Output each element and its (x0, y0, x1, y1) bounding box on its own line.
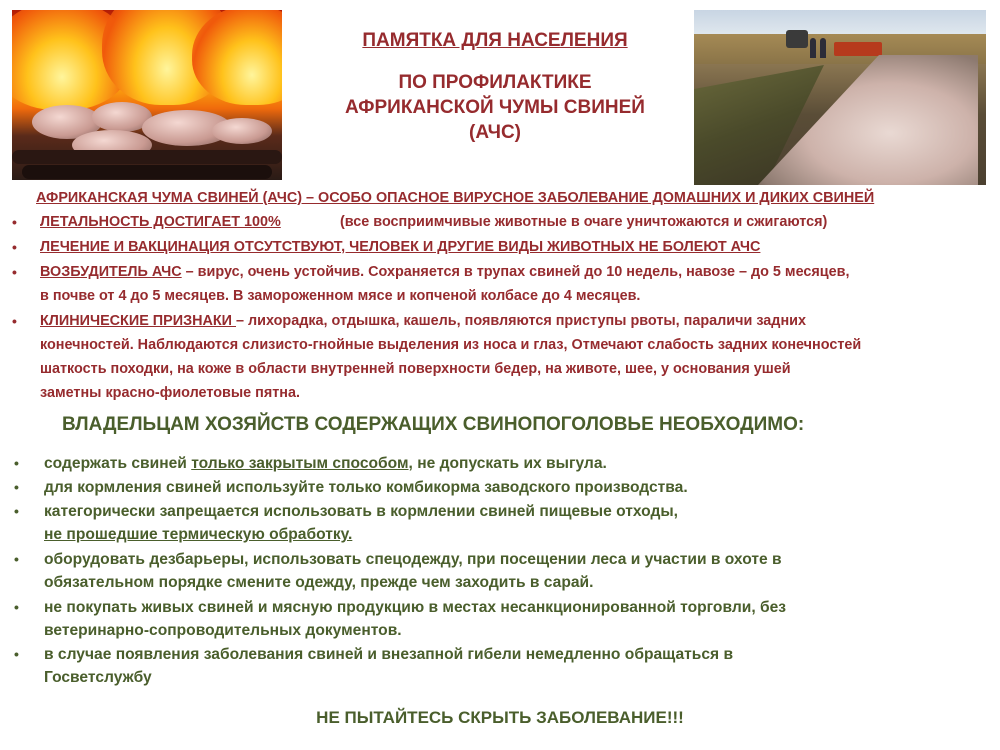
signs-item (40, 309, 806, 334)
instruction-2: для кормления свиней используйте только комбикорма заводского производства. (44, 479, 688, 496)
instruction-1-text: содержать свиней (44, 455, 192, 472)
bullet: • (14, 455, 19, 471)
instruction-6: в случае появления заболевания свиней и внезапной гибели немедленно обращаться в (44, 646, 734, 663)
memo-subtitle-2: АФРИКАНСКОЙ ЧУМЫ СВИНЕЙ (345, 97, 645, 118)
memo-subtitle-3: (АЧС) (469, 122, 521, 143)
signs-text-3: шаткость походки, на коже в области внутренней поверхности бедер, на животе, шее, у основания ушей (40, 361, 791, 377)
instruction-6-cont: Госветслужбу (44, 669, 152, 686)
bullet: • (14, 599, 19, 615)
pathogen-text-2: в почве от 4 до 5 месяцев. В замороженном мясе и копченой колбасе до 4 месяцев. (40, 288, 641, 304)
owners-title: ВЛАДЕЛЬЦАМ ХОЗЯЙСТВ СОДЕРЖАЩИХ СВИНОПОГОЛОВЬЕ НЕОБХОДИМО: (62, 414, 805, 435)
bullet: • (12, 313, 17, 329)
burning-carcasses-photo (12, 10, 282, 180)
instruction-3: категорически запрещается использовать в кормлении свиней пищевые отходы, (44, 503, 679, 520)
instruction-4: оборудовать дезбарьеры, использовать спецодежду, при посещении леса и участии в охоте в (44, 551, 782, 568)
bullet: • (12, 264, 17, 280)
instruction-3-cont: не прошедшие термическую обработку. (44, 526, 353, 543)
warning-footer: НЕ ПЫТАЙТЕСЬ СКРЫТЬ ЗАБОЛЕВАНИЕ!!! (316, 708, 684, 727)
lethality-label: ЛЕТАЛЬНОСТЬ ДОСТИГАЕТ 100% (40, 214, 281, 230)
signs-text-4: заметны красно-фиолетовые пятна. (40, 385, 300, 401)
bullet: • (14, 646, 19, 662)
memo-subtitle-1: ПО ПРОФИЛАКТИКЕ (398, 72, 592, 93)
instruction-1-emphasis: только закрытым способом (191, 455, 409, 472)
lethality-note: (все восприимчивые животные в очаге уничтожаются и сжигаются) (340, 214, 828, 230)
instruction-5-cont: ветеринарно-сопроводительных документов. (44, 622, 402, 639)
bullet: • (14, 479, 19, 495)
disease-headline: АФРИКАНСКАЯ ЧУМА СВИНЕЙ (АЧС) – ОСОБО ОПАСНОЕ ВИРУСНОЕ ЗАБОЛЕВАНИЕ ДОМАШНИХ И ДИКИХ СВИНЕЙ (36, 190, 875, 206)
page-header (300, 30, 690, 145)
bullet: • (12, 214, 17, 230)
pathogen-item (40, 260, 849, 285)
lethality-item (40, 210, 281, 235)
signs-label: КЛИНИЧЕСКИЕ ПРИЗНАКИ (40, 313, 236, 329)
instruction-1-end: , не допускать их выгула. (408, 455, 607, 472)
treatment-item: ЛЕЧЕНИЕ И ВАКЦИНАЦИЯ ОТСУТСТВУЮТ, ЧЕЛОВЕК И ДРУГИЕ ВИДЫ ЖИВОТНЫХ НЕ БОЛЕЮТ АЧС (40, 239, 761, 255)
pathogen-text: – вирус, очень устойчив. Сохраняется в трупах свиней до 10 недель, навозе – до 5 месяцев, (181, 264, 850, 280)
pathogen-label: ВОЗБУДИТЕЛЬ АЧС (40, 264, 182, 280)
bullet: • (12, 239, 17, 255)
signs-text-2: конечностей. Наблюдаются слизисто-гнойные выделения из носа и глаз, Отмечают слабость задних конечностей (40, 337, 862, 353)
bullet: • (14, 551, 19, 567)
signs-text: – лихорадка, отдышка, кашель, появляются приступы рвоты, параличи задних (236, 313, 806, 329)
instruction-4-cont: обязательном порядке смените одежду, прежде чем заходить в сарай. (44, 574, 594, 591)
trench-burial-photo (694, 10, 986, 185)
instruction-5: не покупать живых свиней и мясную продукцию в местах несанкционированной торговли, без (44, 599, 787, 616)
instruction-1 (44, 452, 607, 475)
memo-title: ПАМЯТКА ДЛЯ НАСЕЛЕНИЯ (362, 30, 628, 51)
bullet: • (14, 503, 19, 519)
